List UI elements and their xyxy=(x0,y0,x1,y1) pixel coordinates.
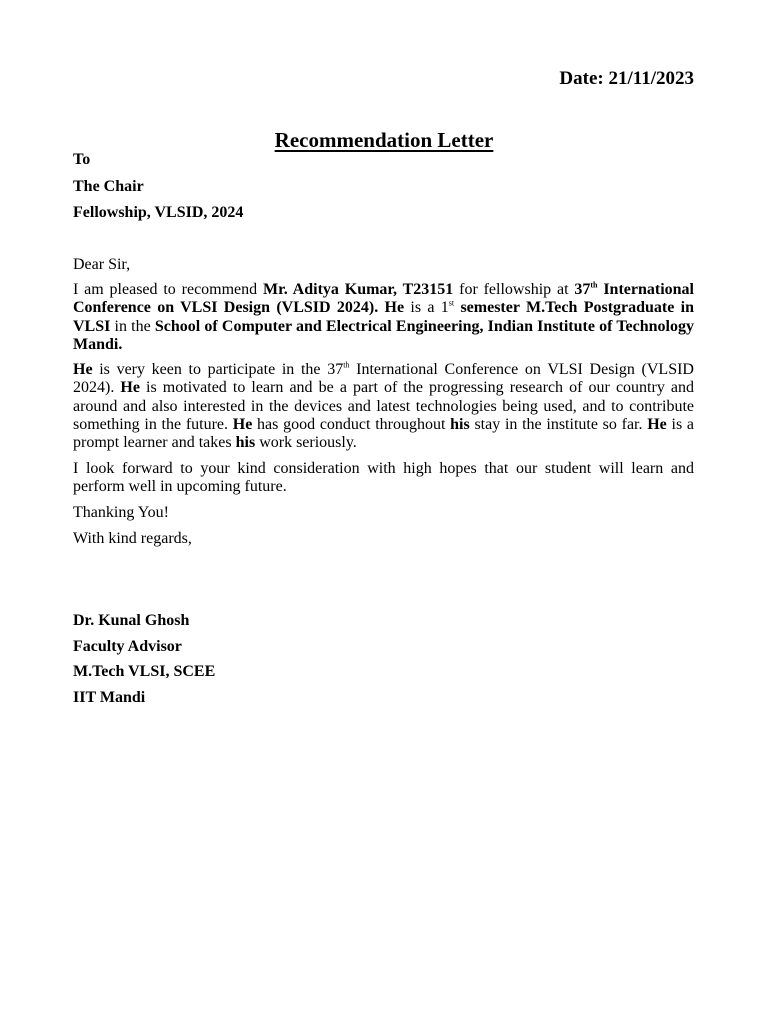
p2-he-2: He xyxy=(120,379,140,397)
p2-text-6: is a prompt learner and takes xyxy=(73,416,695,452)
paragraph-recommendation xyxy=(73,281,694,354)
recipient-line-fellowship: Fellowship, VLSID, 2024 xyxy=(73,204,244,221)
signature-block xyxy=(73,611,694,708)
letter-title: Recommendation Letter xyxy=(274,128,494,152)
signatory-department: M.Tech VLSI, SCEE xyxy=(73,663,216,681)
p1-text-4: in the xyxy=(110,317,155,335)
recipient-line-to: To xyxy=(73,151,91,168)
p1-text-1: I am pleased to recommend xyxy=(73,281,263,298)
signatory-name: Dr. Kunal Ghosh xyxy=(73,612,190,630)
letter-date: Date: 21/11/2023 xyxy=(559,68,694,89)
p2-text-1: is very keen to participate in the 37 xyxy=(92,361,344,379)
p2-text-2: International Conference on VLSI Design (VLSID 2024). xyxy=(73,361,694,397)
conference-name: International Conference on VLSI Design (VLSID 2024). He xyxy=(73,281,695,317)
semester-ordinal-suffix: st xyxy=(448,298,455,308)
conference-ordinal: 37 xyxy=(574,281,591,298)
candidate-name: Mr. Aditya Kumar, T23151 xyxy=(263,281,454,298)
p2-he-3: He xyxy=(232,416,253,434)
p2-text-4: has good conduct throughout xyxy=(252,416,451,434)
p2-his-1: his xyxy=(450,416,470,434)
salutation: Dear Sir, xyxy=(73,256,131,273)
recipient-block xyxy=(73,150,694,223)
signatory-institute: IIT Mandi xyxy=(73,688,146,706)
school-name: School of Computer and Electrical Engineering, Indian Institute of Technology Mandi. xyxy=(73,317,695,353)
p2-text-3: is motivated to learn and be a part of the progressing research of our country and around and also interested in the devices and latest technologies being used, and to contribute something in the future. xyxy=(73,379,695,434)
paragraph-character xyxy=(73,361,694,452)
letter-body xyxy=(73,150,694,713)
p2-text-7: work seriously. xyxy=(255,434,357,452)
closing-regards: With kind regards, xyxy=(73,530,192,548)
p1-text-3: is a 1 xyxy=(404,299,449,317)
conference-ordinal-suffix: th xyxy=(590,280,598,290)
p2-his-2: his xyxy=(235,434,256,452)
program-name: semester M.Tech Postgraduate in VLSI xyxy=(73,299,695,335)
paragraph-consideration: I look forward to your kind consideration with high hopes that our student will learn and perform well in upcoming future. xyxy=(73,459,694,495)
p1-text-2: for fellowship at xyxy=(453,281,575,298)
p2-ordinal-suffix: th xyxy=(343,360,350,370)
recipient-line-chair: The Chair xyxy=(73,177,144,195)
p2-he-1: He xyxy=(73,361,93,379)
closing-thanks: Thanking You! xyxy=(73,504,170,522)
p2-text-5: stay in the institute so far. xyxy=(469,416,648,434)
signatory-role: Faculty Advisor xyxy=(73,637,182,655)
p2-he-4: He xyxy=(647,416,667,434)
